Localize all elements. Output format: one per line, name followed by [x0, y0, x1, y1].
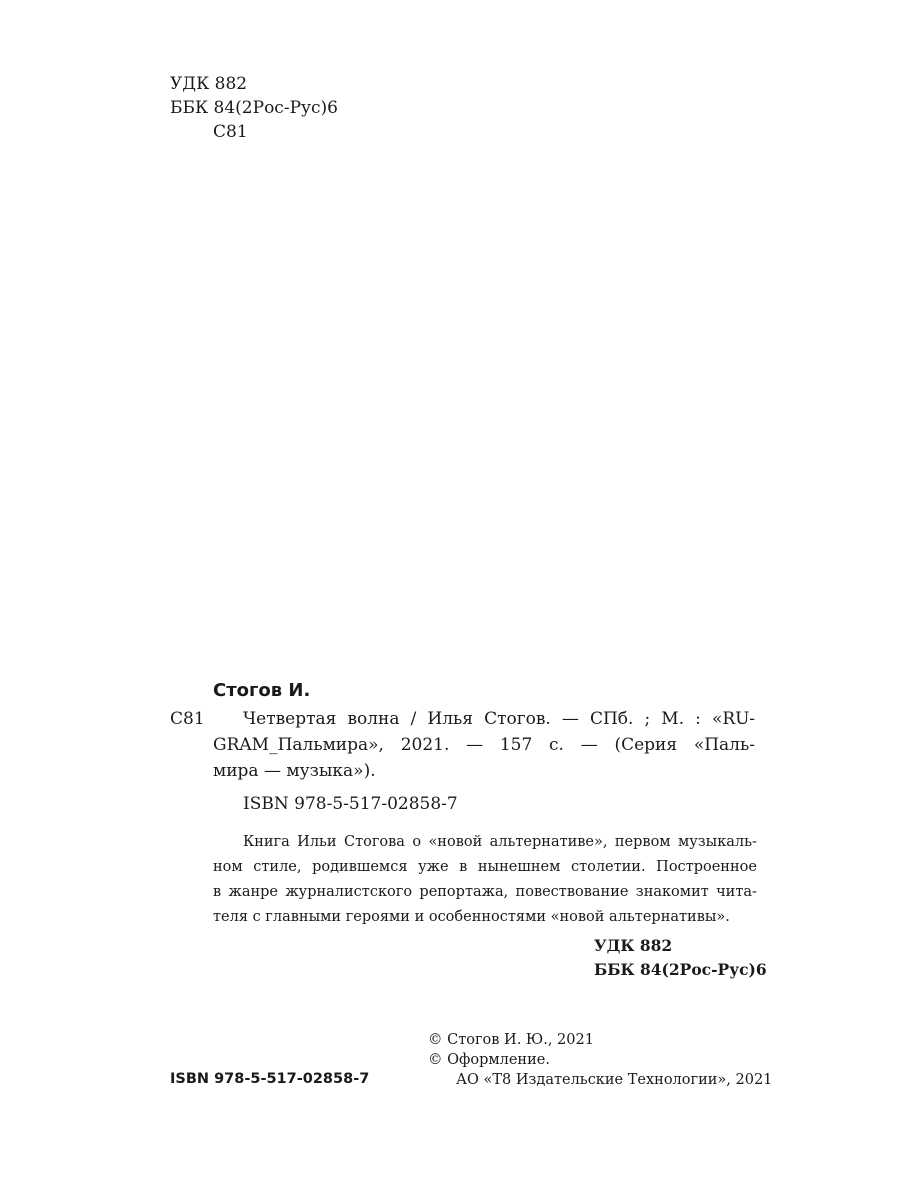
cutter-code: С81 [213, 122, 248, 142]
bibliographic-description [213, 706, 755, 784]
annotation-line: теля с главными героями и особенностями «новой альтернативы». [213, 909, 730, 925]
annotation-paragraph [213, 830, 757, 930]
udk-code: УДК 882 [170, 74, 248, 94]
biblio-line: мира — музыка»). [213, 761, 376, 781]
annotation-line: в жанре журналистского репортажа, повествование знакомит чита- [213, 884, 757, 900]
copyright-author: © Стогов И. Ю., 2021 [428, 1032, 594, 1048]
annotation-line: Книга Ильи Стогова о «новой альтернативе», первом музыкаль- [243, 834, 757, 850]
annotation-line: ном стиле, родившемся уже в нынешнем столетии. Построенное [213, 859, 757, 875]
author-heading: Стогов И. [213, 680, 311, 701]
entry-cutter-code: С81 [170, 709, 205, 729]
bbk-code: ББК 84(2Рос-Рус)6 [594, 960, 767, 979]
copyright-publisher: АО «Т8 Издательские Технологии», 2021 [456, 1072, 773, 1088]
copyright-block [428, 1030, 772, 1090]
classification-codes-bottom [594, 934, 767, 982]
biblio-line: GRAM_Пальмира», 2021. — 157 с. — (Серия «Паль- [213, 735, 755, 755]
udk-code: УДК 882 [594, 936, 673, 955]
isbn-entry: ISBN 978-5-517-02858-7 [243, 794, 458, 814]
isbn-footer: ISBN 978-5-517-02858-7 [170, 1071, 370, 1087]
bbk-code: ББК 84(2Рос-Рус)6 [170, 98, 338, 118]
copyright-design: © Оформление. [428, 1052, 550, 1068]
biblio-line: Четвертая волна / Илья Стогов. — СПб. ; М. : «RU- [243, 709, 755, 729]
classification-codes-top [170, 72, 338, 144]
